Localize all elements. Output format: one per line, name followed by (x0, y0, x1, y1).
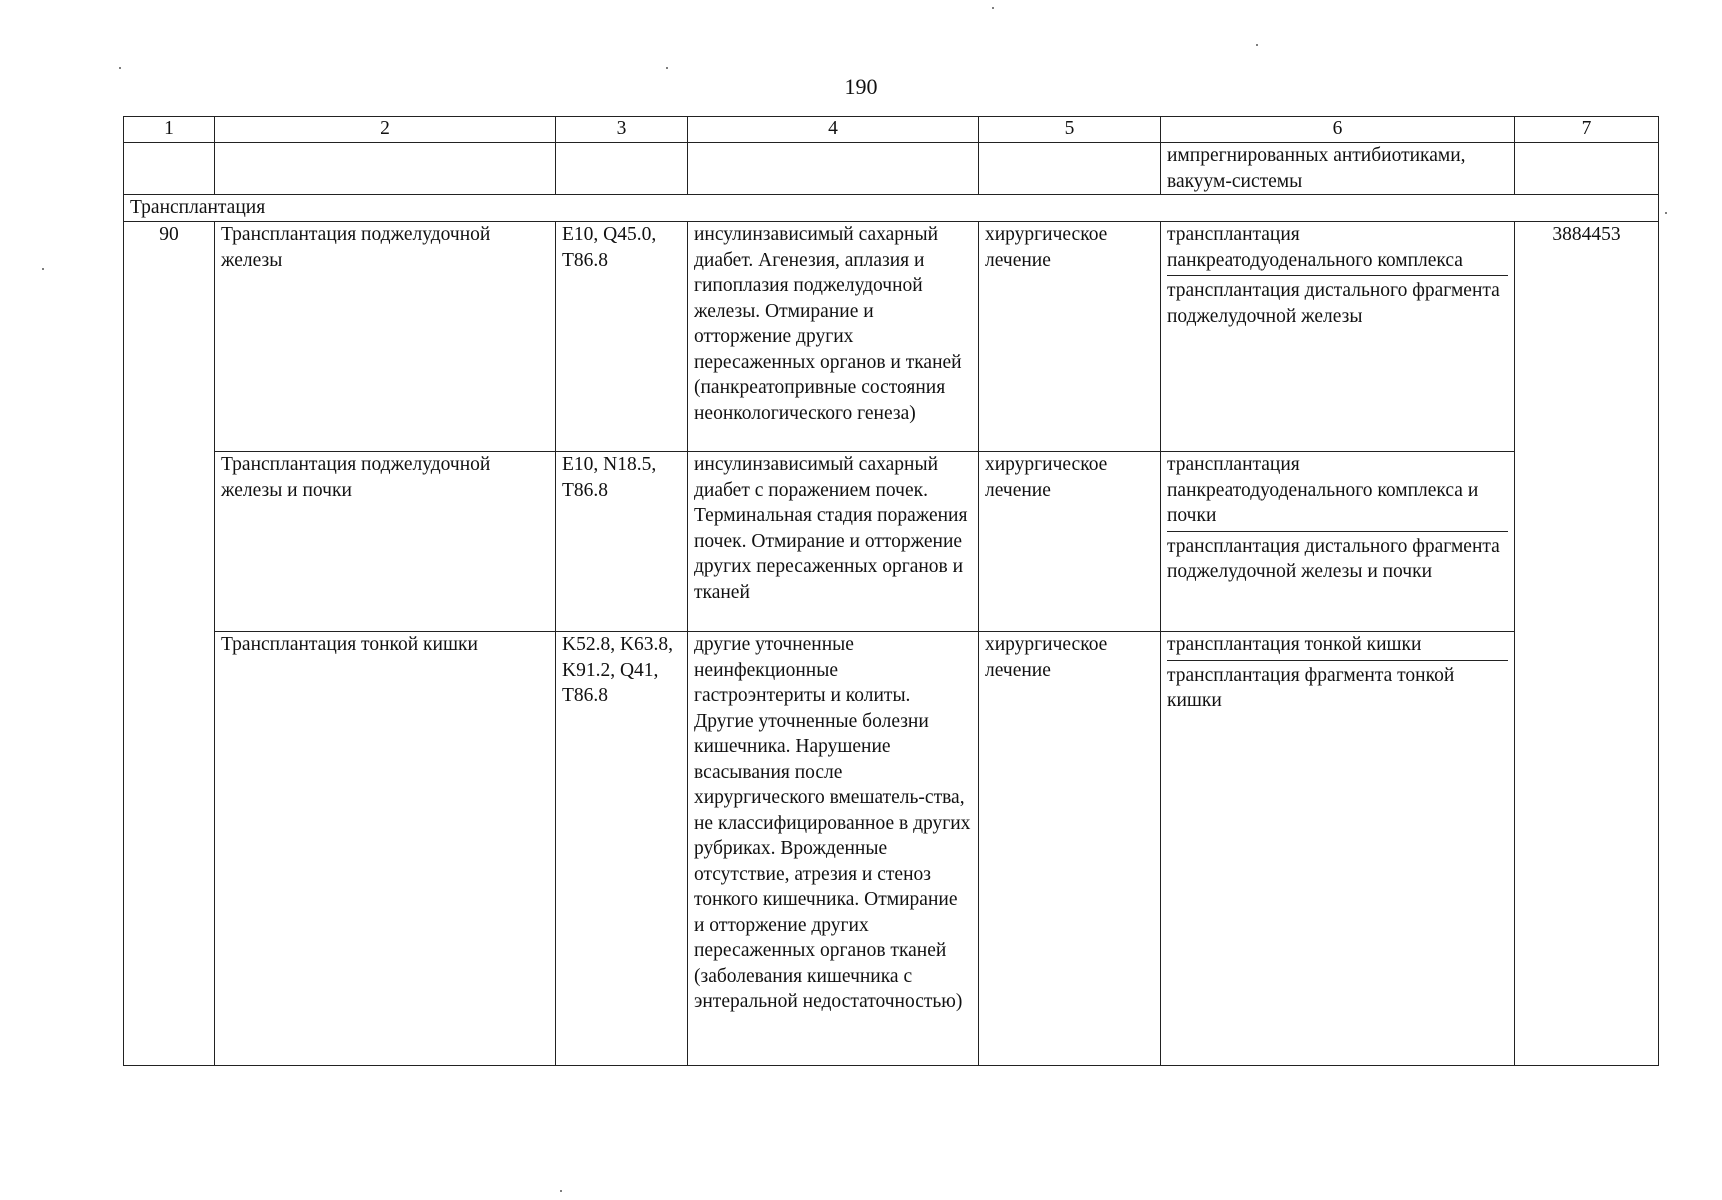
treatment-method: трансплантация дистального фрагмента поджелудочной железы и почки (1167, 531, 1508, 585)
treatment-method: трансплантация тонкой кишки (1167, 634, 1422, 655)
cell (556, 143, 688, 195)
scan-speck (666, 67, 668, 69)
treatment-type: хирургическое лечение (979, 632, 1161, 1066)
cell (688, 143, 979, 195)
diagnosis: инсулинзависимый сахарный диабет. Агенезия, аплазия и гипоплазия поджелудочной железы. Отмирание и отторжение других пересаженных органов и тканей (панкреатопривные состояния неонкологического генеза) (688, 222, 979, 452)
scan-speck (119, 67, 121, 69)
cell (124, 143, 215, 195)
procedure-name: Трансплантация поджелудочной железы (215, 222, 556, 452)
table-row (124, 452, 1659, 632)
column-header: 2 (215, 117, 556, 143)
treatment-type: хирургическое лечение (979, 452, 1161, 632)
treatment-method: трансплантация панкреатодуоденального комплекса и почки (1167, 454, 1479, 526)
treatment-methods (1161, 452, 1515, 632)
column-header: 3 (556, 117, 688, 143)
scan-speck (1665, 212, 1667, 214)
treatment-methods (1161, 222, 1515, 452)
scan-speck (42, 268, 44, 270)
diagnosis: инсулинзависимый сахарный диабет с поражением почек. Терминальная стадия поражения почек. Отмирание и отторжение других пересаженных органов и тканей (688, 452, 979, 632)
scan-speck (992, 7, 994, 9)
procedure-name: Трансплантация поджелудочной железы и почки (215, 452, 556, 632)
table-row (124, 222, 1659, 452)
icd-codes: E10, N18.5, T86.8 (556, 452, 688, 632)
treatment-method: трансплантация панкреатодуоденального комплекса (1167, 224, 1463, 271)
scan-speck (1256, 44, 1258, 46)
scan-speck (560, 1190, 562, 1192)
cell (215, 143, 556, 195)
section-title: Трансплантация (124, 195, 1659, 222)
procedures-table (123, 116, 1659, 1066)
column-number-row (124, 117, 1659, 143)
column-header: 7 (1515, 117, 1659, 143)
procedure-name: Трансплантация тонкой кишки (215, 632, 556, 1066)
diagnosis: другие уточненные неинфекционные гастроэнтериты и колиты. Другие уточненные болезни кишечника. Нарушение всасывания после хирургического вмешатель-ства, не классифицированное в других рубриках. Врожденные отсутствие, атрезия и стеноз тонкого кишечника. Отмирание и отторжение других пересаженных органов тканей (заболевания кишечника с энтеральной недостаточностью) (688, 632, 979, 1066)
continuation-method-cell: импрегнированных антибиотиками, вакуум-системы (1161, 143, 1515, 195)
column-header: 6 (1161, 117, 1515, 143)
treatment-method: трансплантация фрагмента тонкой кишки (1167, 660, 1508, 714)
treatment-method: трансплантация дистального фрагмента поджелудочной железы (1167, 275, 1508, 329)
treatment-methods (1161, 632, 1515, 1066)
continuation-row (124, 143, 1659, 195)
group-number: 90 (124, 222, 215, 1066)
column-header: 1 (124, 117, 215, 143)
cell (1515, 143, 1659, 195)
standard-cost: 3884453 (1515, 222, 1659, 1066)
page-number: 190 (844, 74, 878, 99)
table-row (124, 632, 1659, 1066)
cell (979, 143, 1161, 195)
icd-codes: K52.8, K63.8, K91.2, Q41, T86.8 (556, 632, 688, 1066)
icd-codes: E10, Q45.0, T86.8 (556, 222, 688, 452)
column-header: 4 (688, 117, 979, 143)
treatment-type: хирургическое лечение (979, 222, 1161, 452)
column-header: 5 (979, 117, 1161, 143)
section-row (124, 195, 1659, 222)
